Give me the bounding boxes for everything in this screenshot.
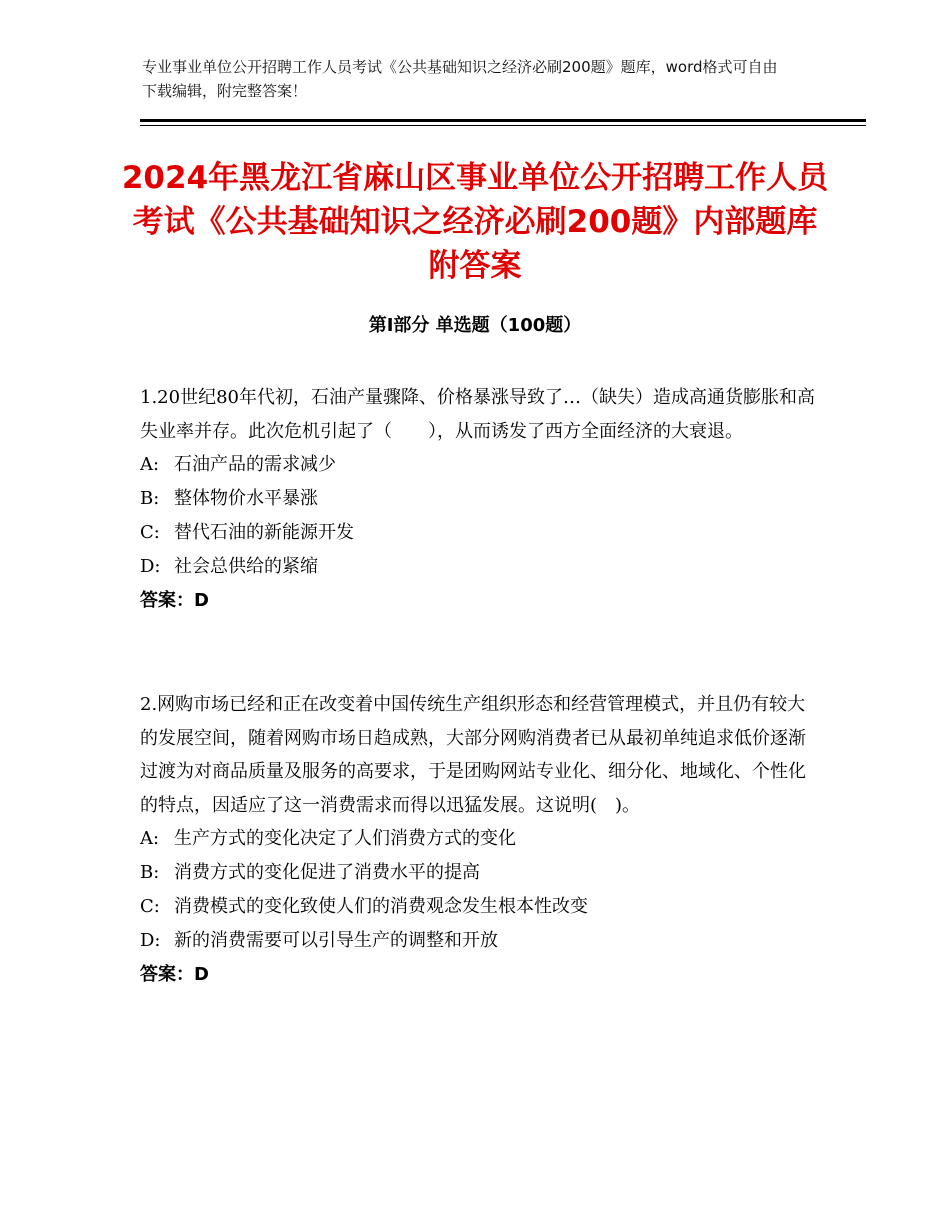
header-note: 专业事业单位公开招聘工作人员考试《公共基础知识之经济必刷200题》题库，word格式可自由下载编辑，附完整答案！ [142, 58, 778, 100]
option-b [140, 482, 820, 516]
answer-line: 答案：D [140, 964, 209, 985]
option-text: 生产方式的变化决定了人们消费方式的变化 [174, 828, 516, 849]
option-d [140, 550, 820, 584]
option-text: 整体物价水平暴涨 [174, 488, 318, 509]
option-key: D: [140, 556, 161, 577]
option-key: C: [140, 896, 160, 917]
header-rule-thin [140, 125, 866, 126]
option-text: 新的消费需要可以引导生产的调整和开放 [174, 930, 498, 951]
header-rule-thick [140, 119, 866, 122]
option-c [140, 890, 820, 924]
option-key: A: [140, 454, 160, 475]
option-key: C: [140, 522, 160, 543]
option-b [140, 856, 820, 890]
option-key: A: [140, 828, 160, 849]
option-key: B: [140, 488, 160, 509]
question-stem: 1.20世纪80年代初，石油产量骤降、价格暴涨导致了…（缺失）造成高通货膨胀和高失业率并存。此次危机引起了（ ），从而诱发了西方全面经济的大衰退。 [140, 387, 815, 442]
option-a [140, 448, 820, 482]
option-key: D: [140, 930, 161, 951]
option-d [140, 924, 820, 958]
question-stem: 2.网购市场已经和正在改变着中国传统生产组织形态和经营管理模式，并且仍有较大的发展空间，随着网购市场日趋成熟，大部分网购消费者已从最初单纯追求低价逐渐过渡为对商品质量及服务的高要求，于是团购网站专业化、细分化、地域化、个性化的特点，因适应了这一消费需求而得以迅猛发展。这说明( )。 [140, 694, 806, 816]
document-title: 2024年黑龙江省麻山区事业单位公开招聘工作人员考试《公共基础知识之经济必刷200题》内部题库附答案 [121, 160, 829, 284]
answer-line: 答案：D [140, 590, 209, 611]
option-text: 社会总供给的紧缩 [174, 556, 318, 577]
option-c [140, 516, 820, 550]
question-2 [140, 688, 820, 992]
option-a [140, 822, 820, 856]
option-text: 消费模式的变化致使人们的消费观念发生根本性改变 [174, 896, 588, 917]
section-title: 第Ⅰ部分 单选题（100题） [368, 315, 582, 336]
option-key: B: [140, 862, 160, 883]
option-text: 石油产品的需求减少 [174, 454, 336, 475]
question-1 [140, 381, 820, 618]
option-text: 替代石油的新能源开发 [174, 522, 354, 543]
option-text: 消费方式的变化促进了消费水平的提高 [174, 862, 480, 883]
